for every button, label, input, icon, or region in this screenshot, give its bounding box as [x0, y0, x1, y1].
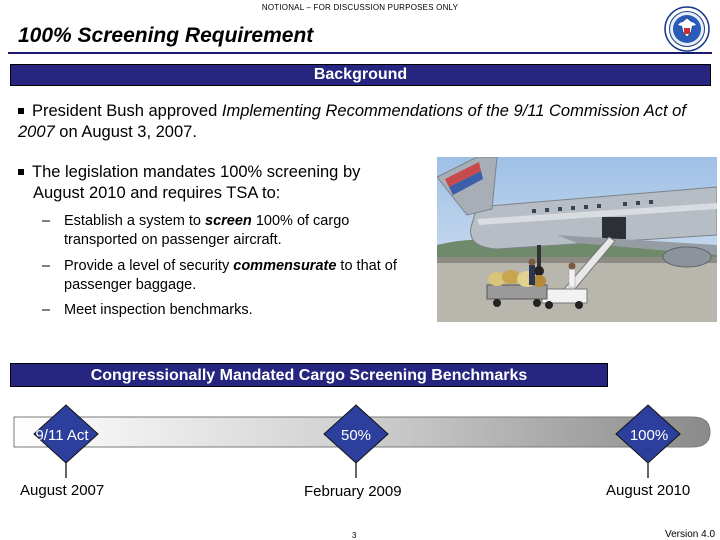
sub-bullet-screen-cargo: – Establish a system to screen 100% of cargo transported on passenger aircraft. — [42, 213, 350, 248]
classification-notice: NOTIONAL – FOR DISCUSSION PURPOSES ONLY — [261, 3, 459, 12]
page-number: 3 — [352, 531, 357, 540]
sub-bullet-benchmarks: – Meet inspection benchmarks. — [42, 302, 253, 318]
bullet-marker — [18, 108, 24, 114]
milestone-50-percent — [324, 405, 388, 478]
benchmarks-banner: Congressionally Mandated Cargo Screening Benchmarks — [10, 363, 608, 387]
milestone-label: 9/11 Act — [35, 427, 89, 444]
milestone-date: August 2010 — [606, 482, 691, 499]
milestone-9-11-act — [34, 405, 98, 478]
milestone-label: 50% — [340, 427, 372, 444]
cargo-loading-photo — [437, 157, 717, 322]
milestone-100-percent — [616, 405, 680, 478]
milestone-date: August 2007 — [20, 482, 105, 499]
title-underline — [8, 52, 712, 54]
milestone-label: 100% — [629, 427, 669, 444]
bullet-act-approval: President Bush approved Implementing Recommendations of the 9/11 Commission Act of 2007 on August 3, 2007. — [18, 102, 686, 141]
version-label: Version 4.0 — [665, 529, 716, 540]
sub-bullet-security-level: – Provide a level of security commensurate to that of passenger baggage. — [42, 258, 397, 293]
act-title: Implementing Recommendations of the 9/11 Commission Act of 2007 — [18, 102, 686, 141]
background-banner: Background — [10, 64, 711, 86]
dhs-seal-logo — [664, 6, 710, 52]
bullet-legislation-mandate: The legislation mandates 100% screening by August 2010 and requires TSA to: — [18, 162, 428, 204]
milestone-date: February 2009 — [304, 483, 402, 500]
bullet-marker — [18, 169, 24, 175]
page-title: 100% Screening Requirement — [18, 24, 314, 47]
